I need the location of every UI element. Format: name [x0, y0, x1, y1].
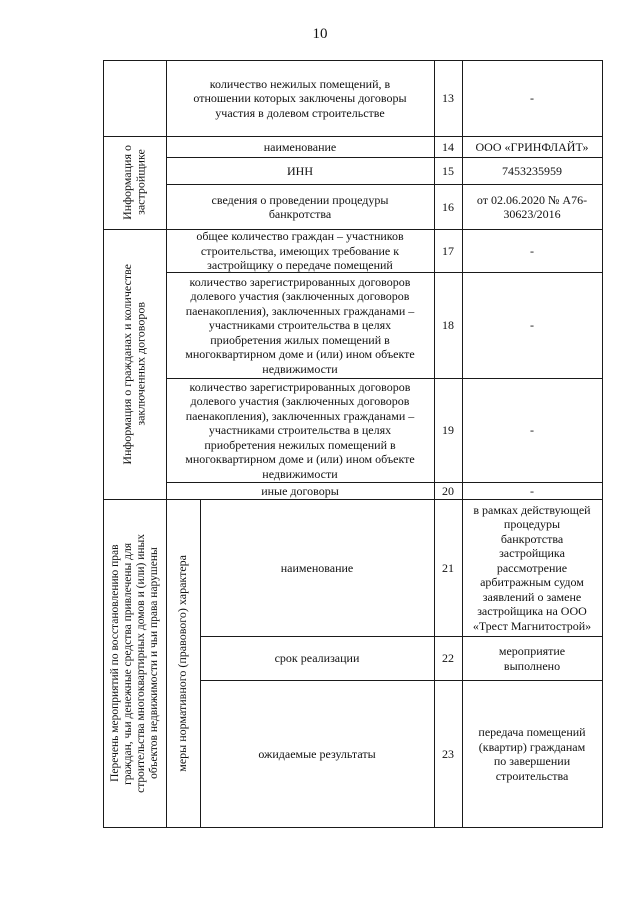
row-16-label: сведения о проведении процедуры банкротства	[211, 192, 389, 221]
page-number: 10	[312, 26, 328, 42]
row-15-value: 7453235959	[502, 163, 562, 178]
row-23-number: 23	[442, 746, 454, 761]
row-23-value: передача помещений (квартир) гражданам по завершении строительства	[478, 725, 586, 783]
row-18-label: количество зарегистрированных договоров долевого участия (заключенных договоров паенакопления), заключенных гражданами – участниками строительства в целях приобретения жилых помещений в многоквартирном доме и (или) ином объекте недвижимости	[185, 274, 415, 376]
row-17-label: общее количество граждан – участников строительства, имеющих требование к застройщику о передаче помещений	[196, 229, 404, 273]
border-bottom	[103, 827, 603, 828]
section-measures-list	[103, 499, 166, 827]
row-20-number: 20	[442, 483, 454, 498]
section-citizens-info	[103, 229, 166, 499]
row-21-label: наименование	[280, 560, 354, 575]
row-23-label: ожидаемые результаты	[258, 746, 376, 761]
section-regulatory-measures-text: меры нормативного (правового) характера	[175, 554, 190, 772]
row-22-value: мероприятие выполнено	[498, 644, 566, 673]
row-14-value: ООО «ГРИНФЛАЙТ»	[475, 139, 589, 154]
row-20-label: иные договоры	[261, 483, 339, 498]
row-13-label: количество нежилых помещений, в отношении которых заключены договоры участия в долевом строительстве	[193, 76, 407, 120]
section-regulatory-measures	[166, 499, 200, 827]
row-13-value: -	[530, 91, 534, 106]
row-22-number: 22	[442, 651, 454, 666]
row-19-value: -	[530, 423, 534, 438]
section-measures-list-text: Перечень мероприятий по восстановлению прав граждан, чьи денежные средства привлечены для строительства многоквартирных домов и (или) иных объектов недвижимости и чьи права нарушены	[108, 533, 160, 793]
row-19-label: количество зарегистрированных договоров долевого участия (заключенных договоров паенакопления), заключенных гражданами – участниками строительства в целях приобретения нежилых помещений в многоквартирном доме и (или) ином объекте недвижимости	[185, 379, 415, 481]
row-21-value: в рамках действующей процедуры банкротства застройщика рассмотрение арбитражным судом заявлений о замене застройщика на ООО «Трест Магнитострой»	[472, 502, 592, 633]
row-16-value: от 02.06.2020 № А76- 30623/2016	[476, 192, 588, 221]
row-20-value: -	[530, 483, 534, 498]
row-21-number: 21	[442, 560, 454, 575]
row-19-number: 19	[442, 423, 454, 438]
row-16-number: 16	[442, 199, 454, 214]
row-18-value: -	[530, 318, 534, 333]
row-14-number: 14	[442, 139, 454, 154]
row-15-number: 15	[442, 163, 454, 178]
row-14-label: наименование	[263, 139, 337, 154]
section-developer-info	[103, 136, 166, 229]
row-22-label: срок реализации	[274, 651, 360, 666]
section-developer-info-text: Информация о застройщике	[120, 145, 148, 220]
row-18-number: 18	[442, 318, 454, 333]
row-17-number: 17	[442, 243, 454, 258]
row-13-number: 13	[442, 91, 454, 106]
row-17-value: -	[530, 243, 534, 258]
row-15-label: ИНН	[287, 163, 313, 178]
border-right	[602, 60, 603, 827]
section-citizens-info-text: Информация о гражданах и количестве заключенных договоров	[120, 263, 148, 465]
